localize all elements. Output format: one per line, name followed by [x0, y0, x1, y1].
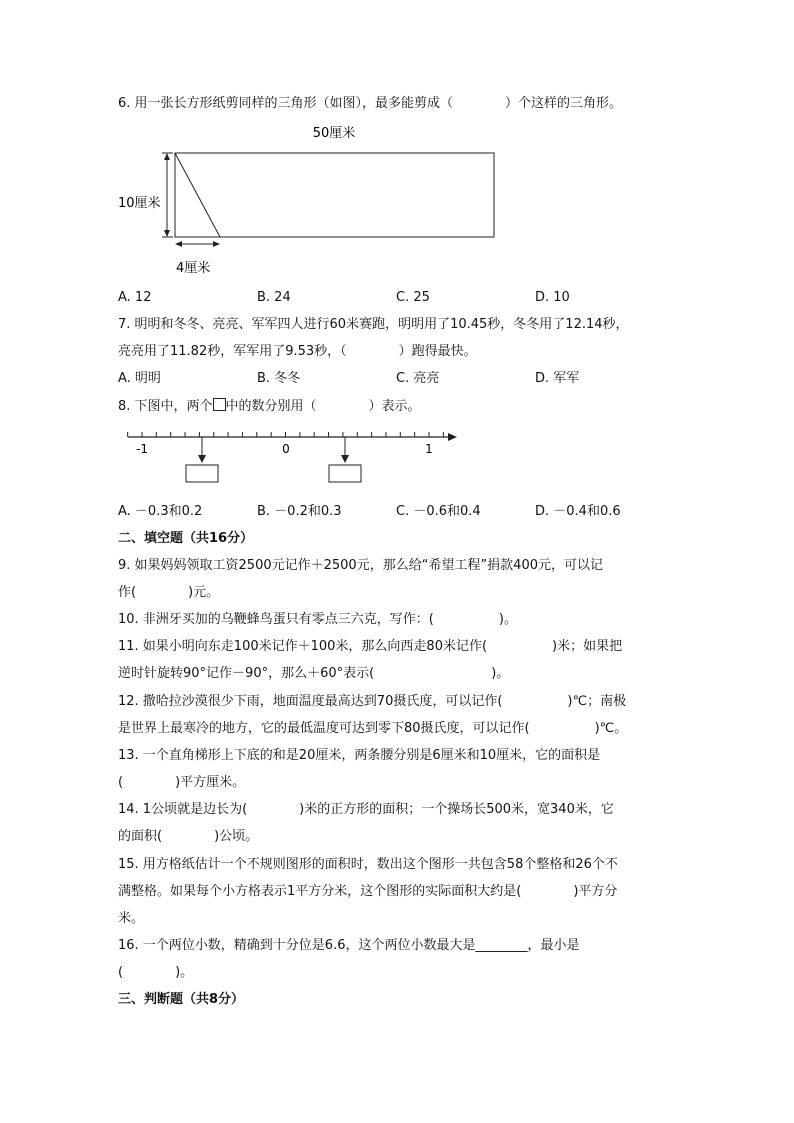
q6-top-label: 50厘米 [312, 126, 356, 141]
q6-option-d: D. 10 [535, 290, 570, 305]
q8-number-line [126, 426, 466, 488]
q6-option-b: B. 24 [257, 290, 291, 305]
q6-option-a: A. 12 [118, 290, 152, 305]
q6-text: 6. 用一张长方形纸剪同样的三角形（如图），最多能剪成（ ）个这样的三角形。 [118, 96, 623, 111]
q8-option-c: C. －0.6和0.4 [396, 504, 481, 519]
q8-text [118, 398, 421, 415]
q8-label-1: 1 [425, 442, 433, 456]
q6-option-c: C. 25 [396, 290, 430, 305]
q8-axis-arrowhead [448, 433, 457, 441]
fill-line: 的面积( )公顷。 [118, 829, 259, 844]
fill-line: 10. 非洲牙买加的乌鞭蜂鸟蛋只有零点三六克，写作：( )。 [118, 612, 517, 627]
q8-text-b: 中的数分别用（ ）表示。 [225, 399, 421, 414]
section-2-heading: 二、填空题（共16分） [118, 531, 254, 546]
fill-line: 9. 如果妈妈领取工资2500元记作＋2500元，那么给“希望工程”捐款400元，可以记 [118, 558, 603, 573]
fill-line: ( )平方厘米。 [118, 775, 246, 790]
q8-option-a: A. －0.3和0.2 [118, 504, 203, 519]
q8-option-b: B. －0.2和0.3 [257, 504, 342, 519]
q8-option-d: D. －0.4和0.6 [535, 504, 621, 519]
q8-ticks [128, 432, 444, 437]
q6-bottom-label: 4厘米 [176, 261, 211, 276]
fill-line: ( )。 [118, 965, 194, 980]
q7-line-2: 亮亮用了11.82秒，军军用了9.53秒，（ ）跑得最快。 [118, 344, 477, 359]
q8-answer-box-right [329, 465, 361, 482]
q8-box-symbol [213, 398, 226, 411]
fill-line: 13. 一个直角梯形上下底的和是20厘米，两条腰分别是6厘米和10厘米，它的面积是 [118, 748, 601, 763]
fill-line: 15. 用方格纸估计一个不规则图形的面积时，数出这个图形一共包含58个整格和26个不 [118, 857, 618, 872]
fill-line: 逆时针旋转90°记作－90°，那么＋60°表示( )。 [118, 666, 510, 681]
fill-line: 是世界上最寒冷的地方，它的最低温度可达到零下80摄氏度，可以记作( )℃。 [118, 721, 628, 736]
q8-label-neg1: -1 [136, 442, 148, 456]
fill-line: 满整格。如果每个小方格表示1平方分米，这个图形的实际面积大约是( )平方分 [118, 884, 618, 899]
fill-line: 11. 如果小明向东走100米记作＋100米，那么向西走80米记作( )米；如果把 [118, 639, 623, 654]
q8-label-0: 0 [282, 442, 290, 456]
section-3-heading: 三、判断题（共8分） [118, 992, 245, 1007]
q8-text-a: 8. 下图中，两个 [118, 399, 213, 414]
q6-rectangle [175, 153, 494, 237]
fill-line: 14. 1公顷就是边长为( )米的正方形的面积；一个操场长500米，宽340米，它 [118, 802, 614, 817]
fill-line: 米。 [118, 911, 145, 926]
q7-option-a: A. 明明 [118, 371, 161, 386]
q8-answer-box-left [186, 465, 218, 482]
q7-line-1: 7. 明明和冬冬、亮亮、军军四人进行60米赛跑，明明用了10.45秒，冬冬用了12.14秒， [118, 317, 629, 332]
q7-option-b: B. 冬冬 [257, 371, 301, 386]
fill-line: 作( )元。 [118, 585, 220, 600]
q6-left-label: 10厘米 [118, 196, 161, 211]
q7-option-c: C. 亮亮 [396, 371, 440, 386]
fill-line: 16. 一个两位小数，精确到十分位是6.6，这个两位小数最大是________，最小是 [118, 938, 580, 953]
q7-option-d: D. 军军 [535, 371, 580, 386]
q6-rectangle-figure [110, 120, 510, 280]
q6-triangle-edge [175, 153, 220, 237]
fill-line: 12. 撒哈拉沙漠很少下雨，地面温度最高达到70摄氏度，可以记作( )℃；南极 [118, 694, 627, 709]
